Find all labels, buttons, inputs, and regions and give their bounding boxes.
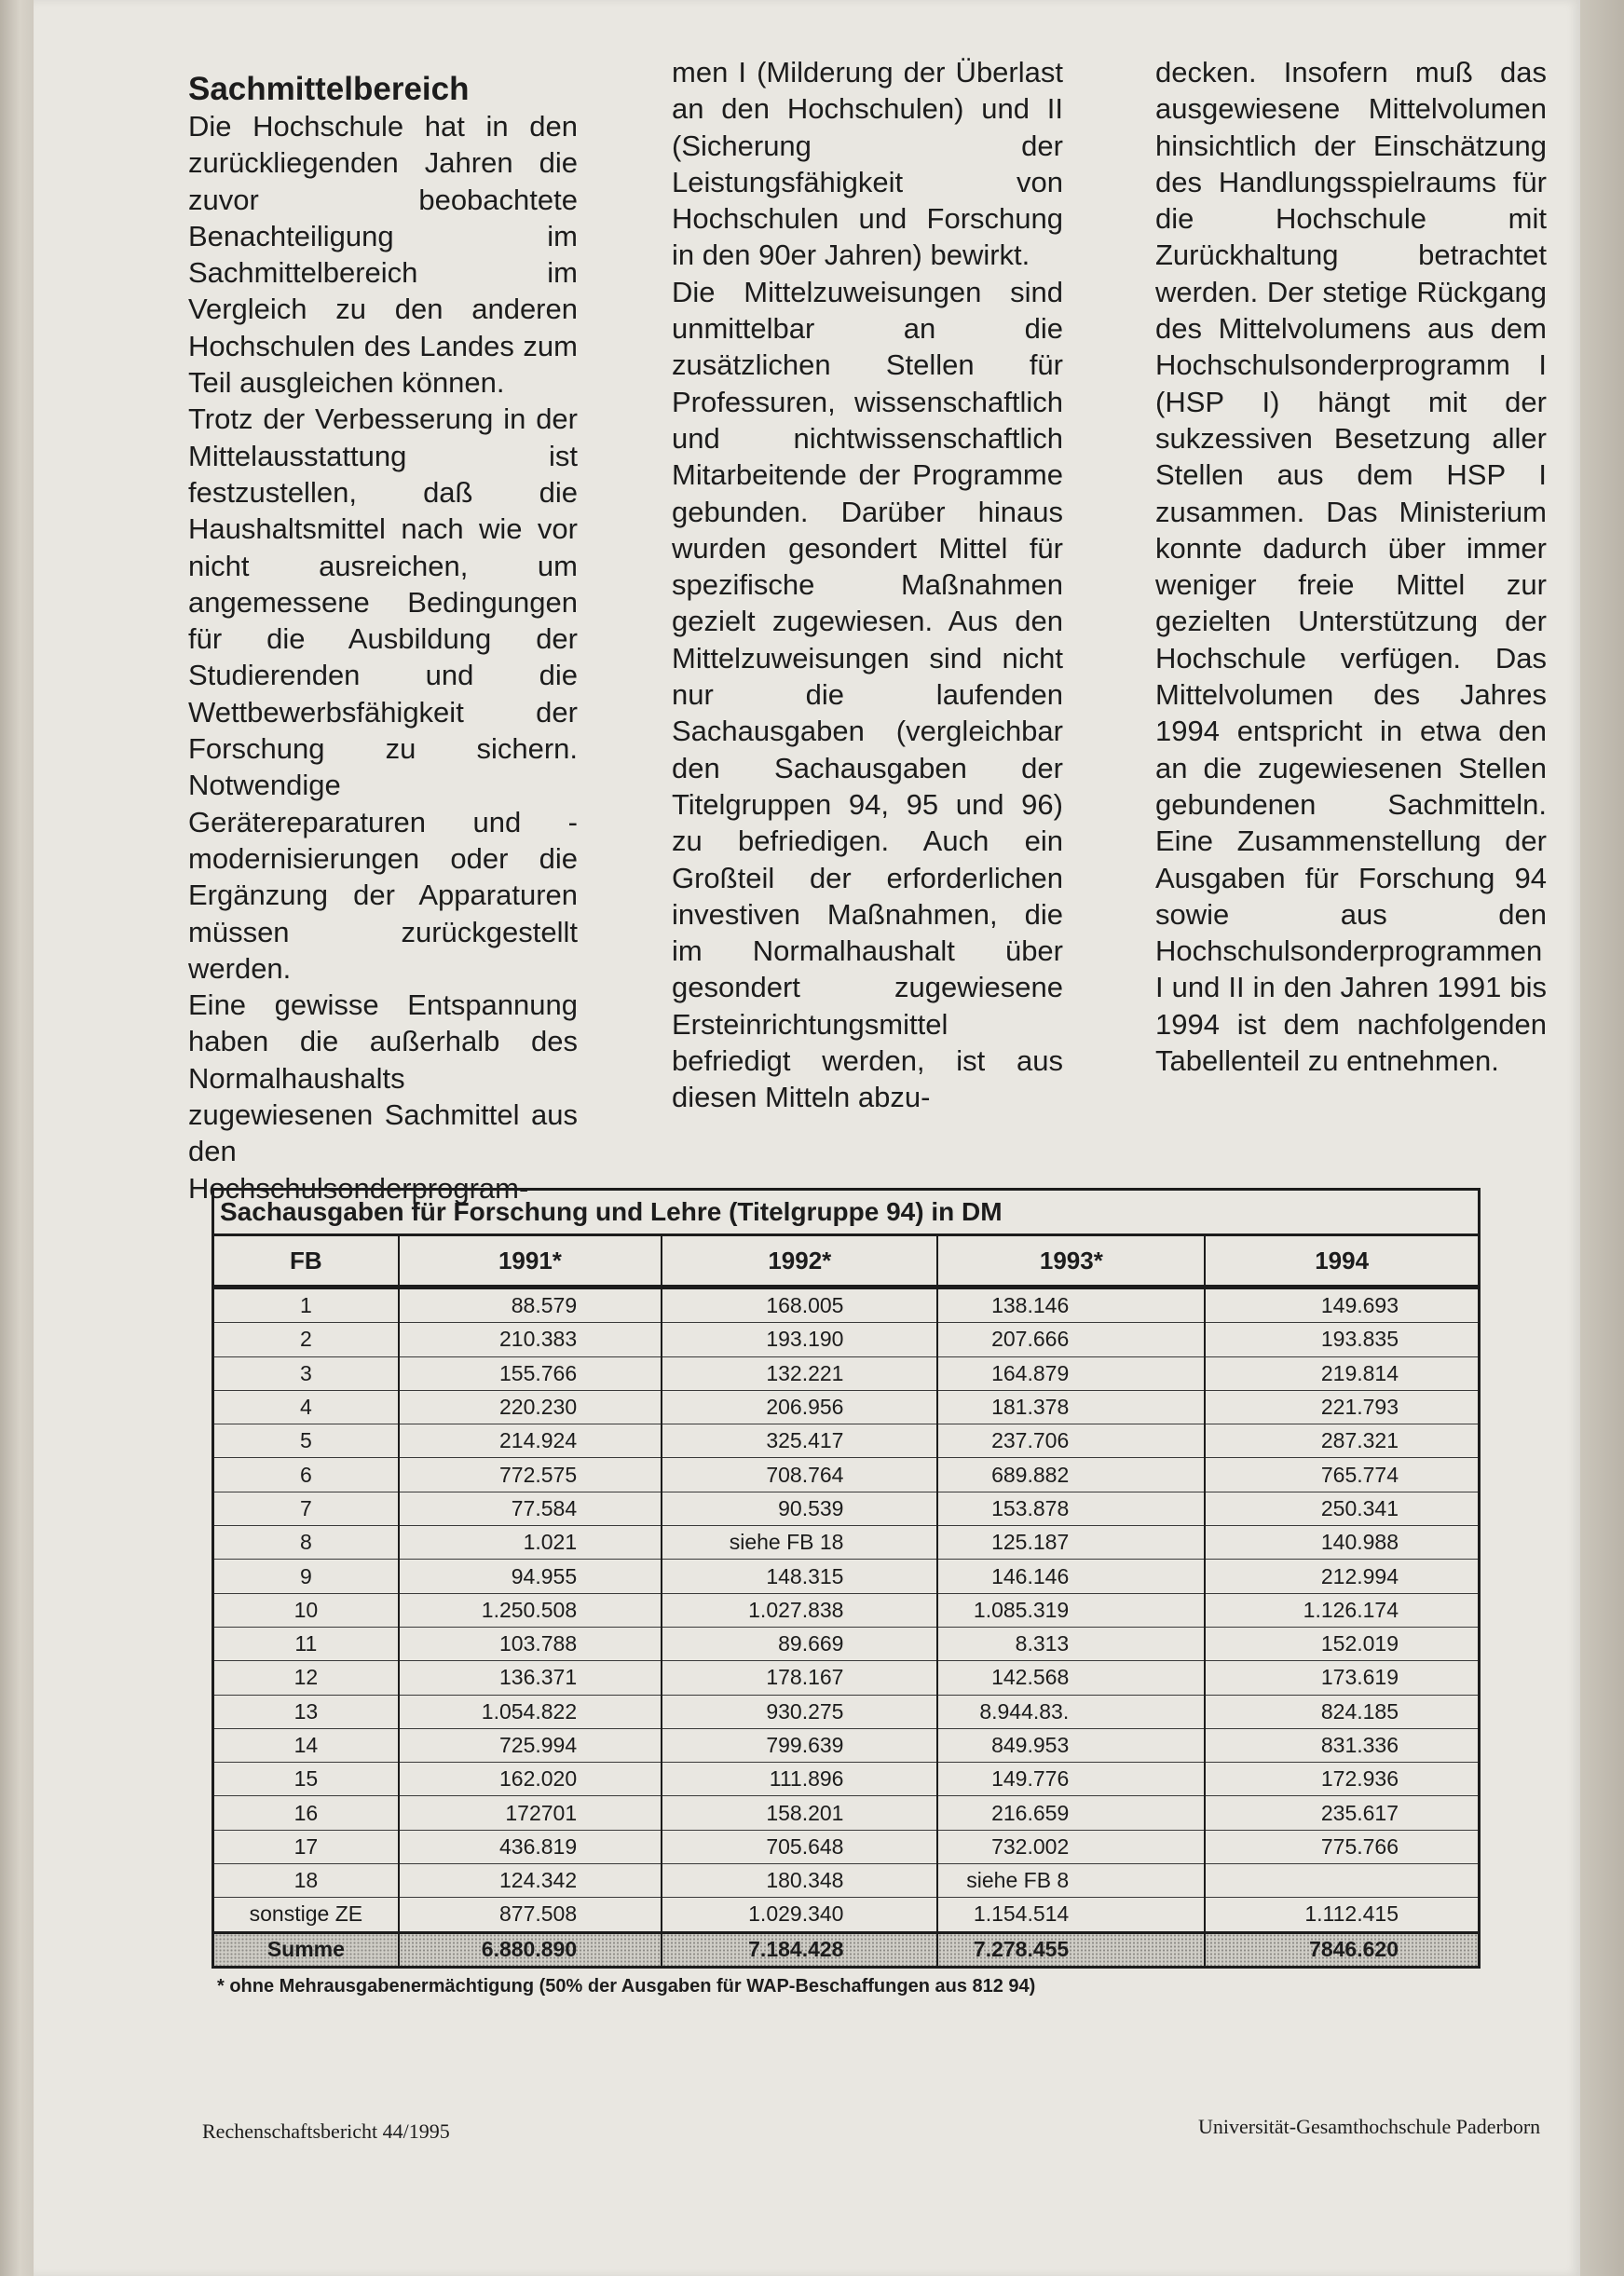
expenses-table xyxy=(212,1233,1481,1969)
sum-cell: 7846.620 xyxy=(1205,1932,1479,1967)
amount-cell: 155.766 xyxy=(399,1356,662,1390)
amount-cell: 775.766 xyxy=(1205,1830,1479,1863)
amount-cell: 172701 xyxy=(399,1796,662,1830)
fb-cell: 10 xyxy=(213,1593,399,1627)
column-header-1993: 1993* xyxy=(937,1235,1205,1288)
sum-cell: 7.184.428 xyxy=(662,1932,937,1967)
amount-cell: 732.002 xyxy=(937,1830,1205,1863)
amount-cell: 250.341 xyxy=(1205,1492,1479,1525)
text-column-1 xyxy=(188,54,578,1206)
amount-cell: 210.383 xyxy=(399,1323,662,1356)
amount-cell: 1.085.319 xyxy=(937,1593,1205,1627)
table-row xyxy=(213,1661,1480,1695)
amount-cell: 216.659 xyxy=(937,1796,1205,1830)
book-spine xyxy=(0,0,34,2276)
amount-cell: 136.371 xyxy=(399,1661,662,1695)
amount-cell: 77.584 xyxy=(399,1492,662,1525)
footer-report-title: Rechenschaftsbericht 44/1995 xyxy=(202,2119,450,2143)
amount-cell: 162.020 xyxy=(399,1763,662,1796)
amount-cell: 237.706 xyxy=(937,1424,1205,1458)
section-heading: Sachmittelbereich xyxy=(188,71,470,107)
column-header-1991: 1991* xyxy=(399,1235,662,1288)
amount-cell: 142.568 xyxy=(937,1661,1205,1695)
amount-cell: 149.693 xyxy=(1205,1288,1479,1323)
fb-cell: 17 xyxy=(213,1830,399,1863)
table-title: Sachausgaben für Forschung und Lehre (Titelgruppe 94) in DM xyxy=(212,1188,1481,1233)
amount-cell: 1.029.340 xyxy=(662,1898,937,1932)
table-sum-row xyxy=(213,1932,1480,1967)
fb-cell: 7 xyxy=(213,1492,399,1525)
paragraph: Eine gewisse Entspannung haben die außerhalb des Normalhaushalts zugewiesenen Sachmittel aus den Hochschulsonderprogram- xyxy=(188,988,578,1205)
amount-cell: 125.187 xyxy=(937,1526,1205,1560)
amount-cell: 90.539 xyxy=(662,1492,937,1525)
amount-cell: 164.879 xyxy=(937,1356,1205,1390)
amount-cell: 765.774 xyxy=(1205,1458,1479,1492)
table-row xyxy=(213,1526,1480,1560)
paragraph: Trotz der Verbesserung in der Mittelausstattung ist festzustellen, daß die Haushaltsmittel nach wie vor nicht ausreichen, um angemessene Bedingungen für die Ausbildung der Studierenden und die Wettbewerbsfähigkeit der Forschung zu sichern. Notwendige Gerätereparaturen und -modernisierungen oder die Ergänzung der Apparaturen müssen zurückgestellt werden. xyxy=(188,402,578,985)
paragraph: men I (Milderung der Überlast an den Hochschulen) und II (Sicherung der Leistungsfähigkeit von Hochschulen und Forschung in den 90er Jahren) bewirkt. xyxy=(672,56,1063,272)
table-row xyxy=(213,1424,1480,1458)
table-row xyxy=(213,1695,1480,1728)
fb-cell: 9 xyxy=(213,1560,399,1593)
fb-cell: 14 xyxy=(213,1728,399,1762)
amount-cell: siehe FB 18 xyxy=(662,1526,937,1560)
table-row xyxy=(213,1593,1480,1627)
amount-cell: 103.788 xyxy=(399,1627,662,1660)
page-edge xyxy=(1580,0,1624,2276)
fb-cell: 8 xyxy=(213,1526,399,1560)
amount-cell: 325.417 xyxy=(662,1424,937,1458)
amount-cell: 1.027.838 xyxy=(662,1593,937,1627)
amount-cell: 149.776 xyxy=(937,1763,1205,1796)
paragraph: Die Mittelzuweisungen sind unmittelbar an die zusätzlichen Stellen für Professuren, wissenschaftlich und nichtwissenschaftlich Mitarbeitende der Programme gebunden. Darüber hinaus wurden gesondert Mittel für spezifische Maßnahmen gezielt zugewiesen. Aus den Mittelzuweisungen sind nicht nur die laufenden Sachausgaben (vergleichbar den Sachausgaben der Titelgruppen 94, 95 und 96) zu befriedigen. Auch ein Großteil der erforderlichen investiven Maßnahmen, die im Normalhaushalt über gesondert zugewiesene Ersteinrichtungsmittel befriedigt werden, ist aus diesen Mitteln abzu- xyxy=(672,275,1063,1114)
amount-cell: 930.275 xyxy=(662,1695,937,1728)
fb-cell: 2 xyxy=(213,1323,399,1356)
amount-cell: 94.955 xyxy=(399,1560,662,1593)
table-footnote: * ohne Mehrausgabenermächtigung (50% der Ausgaben für WAP-Beschaffungen aus 812 94) xyxy=(217,1975,1036,1997)
amount-cell: 212.994 xyxy=(1205,1560,1479,1593)
amount-cell: 235.617 xyxy=(1205,1796,1479,1830)
amount-cell: 8.944.83. xyxy=(937,1695,1205,1728)
amount-cell: 89.669 xyxy=(662,1627,937,1660)
amount-cell: 124.342 xyxy=(399,1864,662,1898)
amount-cell: 158.201 xyxy=(662,1796,937,1830)
fb-cell: 3 xyxy=(213,1356,399,1390)
amount-cell: 146.146 xyxy=(937,1560,1205,1593)
amount-cell: 111.896 xyxy=(662,1763,937,1796)
text-column-3 xyxy=(1155,54,1547,1079)
amount-cell: 153.878 xyxy=(937,1492,1205,1525)
table-row xyxy=(213,1323,1480,1356)
amount-cell: 831.336 xyxy=(1205,1728,1479,1762)
amount-cell: 178.167 xyxy=(662,1661,937,1695)
paragraph: decken. Insofern muß das ausgewiesene Mittelvolumen hinsichtlich der Einschätzung des Handlungsspielraums für die Hochschule mit Zurückhaltung betrachtet werden. Der stetige Rückgang des Mittelvolumens aus dem Hochschulsonderprogramm I (HSP I) hängt mit der sukzessiven Besetzung aller Stellen aus dem HSP I zusammen. Das Ministerium konnte dadurch über immer weniger freie Mittel zur gezielten Unterstützung der Hochschule verfügen. Das Mittelvolumen des Jahres 1994 entspricht in etwa den an die zugewiesenen Stellen gebundenen Sachmitteln. Eine Zusammenstellung der Ausgaben für Forschung 94 sowie aus den Hochschulsonderprogrammen I und II in den Jahren 1991 bis 1994 ist dem nachfolgenden Tabellenteil zu entnehmen. xyxy=(1155,56,1547,1078)
footer-institution: Universität-Gesamthochschule Paderborn xyxy=(1198,2115,1541,2138)
sum-cell: 6.880.890 xyxy=(399,1932,662,1967)
amount-cell: 180.348 xyxy=(662,1864,937,1898)
amount-cell: 799.639 xyxy=(662,1728,937,1762)
fb-cell: 1 xyxy=(213,1288,399,1323)
fb-cell: 4 xyxy=(213,1390,399,1424)
fb-cell: 5 xyxy=(213,1424,399,1458)
amount-cell: 436.819 xyxy=(399,1830,662,1863)
amount-cell: 824.185 xyxy=(1205,1695,1479,1728)
fb-cell: 13 xyxy=(213,1695,399,1728)
amount-cell: 207.666 xyxy=(937,1323,1205,1356)
table-row xyxy=(213,1728,1480,1762)
table-row xyxy=(213,1288,1480,1323)
amount-cell: 1.154.514 xyxy=(937,1898,1205,1932)
amount-cell: 168.005 xyxy=(662,1288,937,1323)
table-row xyxy=(213,1796,1480,1830)
amount-cell: 1.021 xyxy=(399,1526,662,1560)
fb-cell: 18 xyxy=(213,1864,399,1898)
amount-cell: 725.994 xyxy=(399,1728,662,1762)
table-row xyxy=(213,1864,1480,1898)
fb-cell: 15 xyxy=(213,1763,399,1796)
amount-cell: 705.648 xyxy=(662,1830,937,1863)
amount-cell: 172.936 xyxy=(1205,1763,1479,1796)
amount-cell: 152.019 xyxy=(1205,1627,1479,1660)
expenses-table-block xyxy=(212,1188,1481,1997)
amount-cell: 148.315 xyxy=(662,1560,937,1593)
amount-cell: 214.924 xyxy=(399,1424,662,1458)
text-column-2 xyxy=(672,54,1063,1116)
table-row xyxy=(213,1458,1480,1492)
table-row xyxy=(213,1492,1480,1525)
sum-label: Summe xyxy=(213,1932,399,1967)
column-header-fb: FB xyxy=(213,1235,399,1288)
table-row xyxy=(213,1830,1480,1863)
fb-cell: 16 xyxy=(213,1796,399,1830)
amount-cell: 132.221 xyxy=(662,1356,937,1390)
fb-cell: 6 xyxy=(213,1458,399,1492)
amount-cell: 1.054.822 xyxy=(399,1695,662,1728)
amount-cell: 221.793 xyxy=(1205,1390,1479,1424)
fb-cell: 11 xyxy=(213,1627,399,1660)
amount-cell: 206.956 xyxy=(662,1390,937,1424)
amount-cell: 708.764 xyxy=(662,1458,937,1492)
fb-cell: 12 xyxy=(213,1661,399,1695)
amount-cell: siehe FB 8 xyxy=(937,1864,1205,1898)
column-header-1994: 1994 xyxy=(1205,1235,1479,1288)
sum-cell: 7.278.455 xyxy=(937,1932,1205,1967)
paragraph: Die Hochschule hat in den zurückliegenden Jahren die zuvor beobachtete Benachteiligung im Sachmittelbereich im Vergleich zu den anderen Hochschulen des Landes zum Teil ausgleichen können. xyxy=(188,110,578,400)
amount-cell: 140.988 xyxy=(1205,1526,1479,1560)
amount-cell: 88.579 xyxy=(399,1288,662,1323)
amount-cell: 1.250.508 xyxy=(399,1593,662,1627)
amount-cell: 193.190 xyxy=(662,1323,937,1356)
table-row xyxy=(213,1356,1480,1390)
amount-cell: 287.321 xyxy=(1205,1424,1479,1458)
table-row xyxy=(213,1898,1480,1932)
amount-cell: 772.575 xyxy=(399,1458,662,1492)
amount-cell: 138.146 xyxy=(937,1288,1205,1323)
table-row xyxy=(213,1627,1480,1660)
amount-cell: 220.230 xyxy=(399,1390,662,1424)
table-header-row xyxy=(213,1235,1480,1288)
table-row xyxy=(213,1763,1480,1796)
table-row xyxy=(213,1390,1480,1424)
fb-cell: sonstige ZE xyxy=(213,1898,399,1932)
column-header-1992: 1992* xyxy=(662,1235,937,1288)
amount-cell: 181.378 xyxy=(937,1390,1205,1424)
amount-cell: 173.619 xyxy=(1205,1661,1479,1695)
amount-cell: 8.313 xyxy=(937,1627,1205,1660)
amount-cell: 1.112.415 xyxy=(1205,1898,1479,1932)
amount-cell xyxy=(1205,1864,1479,1898)
amount-cell: 877.508 xyxy=(399,1898,662,1932)
amount-cell: 193.835 xyxy=(1205,1323,1479,1356)
amount-cell: 689.882 xyxy=(937,1458,1205,1492)
amount-cell: 849.953 xyxy=(937,1728,1205,1762)
amount-cell: 1.126.174 xyxy=(1205,1593,1479,1627)
amount-cell: 219.814 xyxy=(1205,1356,1479,1390)
table-row xyxy=(213,1560,1480,1593)
